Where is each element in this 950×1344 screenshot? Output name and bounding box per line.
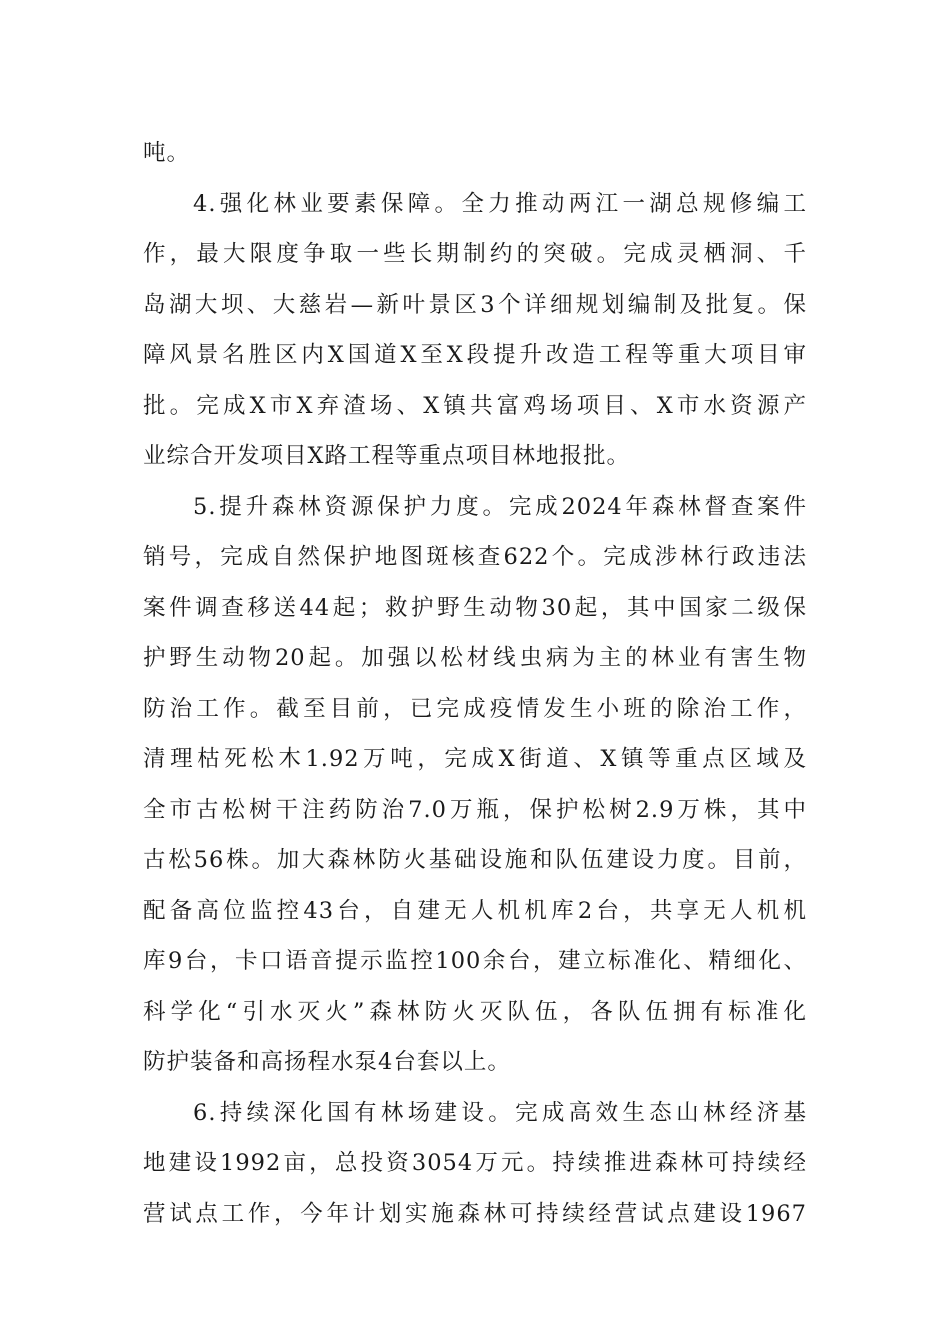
text-line: 古松56株。加大森林防火基础设施和队伍建设力度。目前， <box>143 847 807 873</box>
text-line: 作，最大限度争取一些长期制约的突破。完成灵栖洞、千 <box>143 241 807 267</box>
text-line: 吨。 <box>143 140 191 166</box>
text-line: 案件调查移送44起；救护野生动物30起，其中国家二级保 <box>143 594 807 621</box>
text-line: 地建设1992亩，总投资3054万元。持续推进森林可持续经 <box>143 1150 807 1176</box>
text-line: 护野生动物20起。加强以松材线虫病为主的林业有害生物 <box>143 645 807 671</box>
text-line: 全市古松树干注药防治7.0万瓶，保护松树2.9万株，其中 <box>143 796 807 823</box>
text-line: 防治工作。截至目前，已完成疫情发生小班的除治工作， <box>143 695 807 722</box>
text-line: 库9台，卡口语音提示监控100余台，建立标准化、精细化、 <box>143 948 807 974</box>
document-body <box>143 128 807 1239</box>
text-line: 配备高位监控43台，自建无人机机库2台，共享无人机机 <box>143 897 807 924</box>
text-line: 4.强化林业要素保障。全力推动两江一湖总规修编工 <box>193 190 807 217</box>
text-line: 批。完成X市X弃渣场、X镇共富鸡场项目、X市水资源产 <box>143 392 807 419</box>
text-line: 防护装备和高扬程水泵4台套以上。 <box>143 1049 511 1075</box>
text-line: 障风景名胜区内X国道X至X段提升改造工程等重大项目审 <box>143 342 807 368</box>
text-line: 业综合开发项目X路工程等重点项目林地报批。 <box>143 443 631 469</box>
text-line: 清理枯死松木1.92万吨，完成X街道、X镇等重点区域及 <box>143 746 807 772</box>
text-line: 科学化“引水灭火”森林防火灭队伍，各队伍拥有标准化 <box>143 998 807 1025</box>
text-line: 销号，完成自然保护地图斑核查622个。完成涉林行政违法 <box>143 544 807 570</box>
text-line: 营试点工作，今年计划实施森林可持续经营试点建设1967 <box>143 1200 807 1227</box>
text-line: 5.提升森林资源保护力度。完成2024年森林督查案件 <box>193 493 807 520</box>
text-line: 岛湖大坝、大慈岩—新叶景区3个详细规划编制及批复。保 <box>143 291 807 318</box>
text-line: 6.持续深化国有林场建设。完成高效生态山林经济基 <box>193 1099 807 1126</box>
